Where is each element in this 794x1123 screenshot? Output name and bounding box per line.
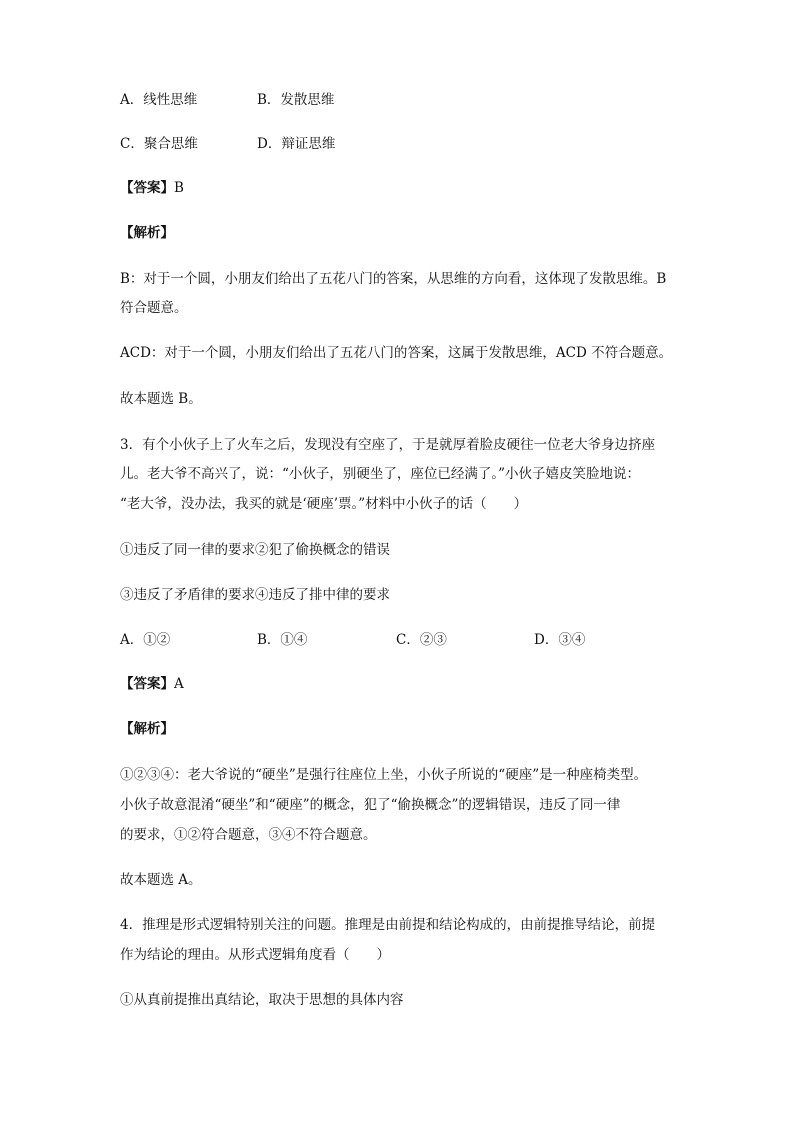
q3-analysis-line-1: ①②③④：老大爷说的“硬坐”是强行往座位上坐，小伙子所说的“硬座”是一种座椅类型。 xyxy=(120,767,648,783)
q3-option-d[interactable]: D．③④ xyxy=(534,632,586,648)
q2-option-c[interactable]: C．聚合思维 xyxy=(120,136,198,152)
q2-analysis-line-3: ACD：对于一个圆，小朋友们给出了五花八门的答案，这属于发散思维，ACD 不符合题意。 xyxy=(120,345,673,361)
q2-analysis-line-1: B：对于一个圆，小朋友们给出了五花八门的答案，从思维的方向看，这体现了发散思维。B xyxy=(120,271,667,287)
q3-stem-line-3: “老大爷，没办法，我买的就是‘硬座’票。”材料中小伙子的话（ ） xyxy=(120,496,528,512)
q3-answer-value: A xyxy=(174,676,184,692)
q2-conclusion: 故本题选 B。 xyxy=(120,391,202,407)
q2-answer-label: 【答案】 xyxy=(120,180,174,196)
q2-option-b[interactable]: B．发散思维 xyxy=(257,92,335,108)
q3-analysis-label: 【解析】 xyxy=(120,721,174,737)
q2-answer xyxy=(120,178,184,198)
q2-analysis-line-2: 符合题意。 xyxy=(120,300,188,316)
q3-analysis-line-2: 小伙子故意混淆“硬坐”和“硬座”的概念，犯了“偷换概念”的逻辑错误，违反了同一律 xyxy=(120,797,621,813)
q3-stem-line-1: 3．有个小伙子上了火车之后，发现没有空座了，于是就厚着脸皮硬往一位老大爷身边挤座 xyxy=(120,437,656,453)
q3-answer xyxy=(120,674,184,694)
q2-option-a[interactable]: A．线性思维 xyxy=(120,92,198,108)
q4-statement-1: ①从真前提推出真结论，取决于思想的具体内容 xyxy=(120,992,404,1008)
q3-statement-1: ①违反了同一律的要求②犯了偷换概念的错误 xyxy=(120,542,390,558)
q4-stem-line-1: 4．推理是形式逻辑特别关注的问题。推理是由前提和结论构成的，由前提推导结论，前提 xyxy=(120,917,656,933)
q3-option-c[interactable]: C．②③ xyxy=(396,632,447,648)
q3-answer-label: 【答案】 xyxy=(120,676,174,692)
q3-analysis-line-3: 的要求，①②符合题意，③④不符合题意。 xyxy=(120,827,377,843)
q4-stem-line-2: 作为结论的理由。从形式逻辑角度看（ ） xyxy=(120,947,390,963)
q2-answer-value: B xyxy=(174,180,184,196)
q2-option-d[interactable]: D．辩证思维 xyxy=(257,136,336,152)
q3-statement-2: ③违反了矛盾律的要求④违反了排中律的要求 xyxy=(120,587,390,603)
q3-stem-line-2: 儿。老大爷不高兴了，说：“小伙子，别硬坐了，座位已经满了。”小伙子嬉皮笑脸地说： xyxy=(120,466,641,482)
q3-conclusion: 故本题选 A。 xyxy=(120,872,202,888)
q2-analysis-label: 【解析】 xyxy=(120,225,174,241)
q3-option-a[interactable]: A．①② xyxy=(120,632,171,648)
q3-option-b[interactable]: B．①④ xyxy=(257,632,308,648)
